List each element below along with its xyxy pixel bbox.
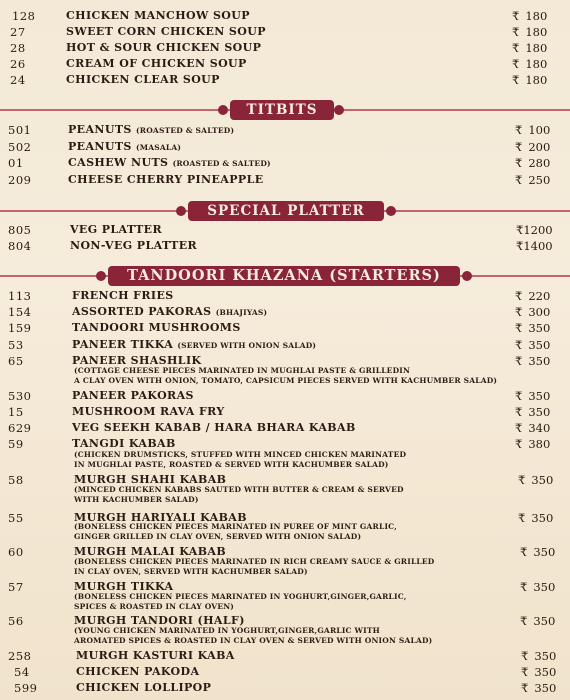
item-description: (COTTAGE CHEESE PIECES MARINATED IN MUGHLAI PASTE & GRILLEDIN A CLAY OVEN WITH ONION, TOMATO, CAPSICUM PIECES SERVED WITH KACHUMBER SALAD) <box>74 366 498 385</box>
item-code: 26 <box>10 57 26 71</box>
item-name: PEANUTS (MASALA) <box>68 140 182 153</box>
item-code: 56 <box>8 614 24 628</box>
item-code: 258 <box>8 649 32 663</box>
item-price: ₹ 180 <box>512 9 548 23</box>
item-name: ASSORTED PAKORAS (BHAJIYAS) <box>72 305 268 318</box>
item-price: ₹ 350 <box>521 665 557 679</box>
item-description: (BONELESS CHICKEN PIECES MARINATED IN RICH CREAMY SAUCE & GRILLED IN CLAY OVEN, SERVED WITH KACHUMBER SALAD) <box>74 557 435 576</box>
item-description: (BONELESS CHICKEN PIECES MARINATED IN PUREE OF MINT GARLIC, GINGER GRILLED IN CLAY OVEN, SERVED WITH ONION SALAD) <box>74 522 397 541</box>
menu-item <box>0 665 570 682</box>
menu-item <box>0 73 570 90</box>
item-price: ₹ 350 <box>521 649 557 663</box>
item-name: TANDOORI MUSHROOMS <box>72 321 241 334</box>
menu-item <box>0 321 570 338</box>
item-price: ₹ 180 <box>512 57 548 71</box>
banner-ornament <box>386 206 396 216</box>
menu-item <box>0 239 570 256</box>
item-name: CHICKEN CLEAR SOUP <box>66 73 220 86</box>
item-price: ₹ 180 <box>512 73 548 87</box>
section-title-titbits: TITBITS <box>230 100 334 120</box>
item-code: 60 <box>8 545 24 559</box>
item-description: (CHICKEN DRUMSTICKS, STUFFED WITH MINCED CHICKEN MARINATED IN MUGHLAI PASTE, ROASTED & SERVED WITH KACHUMBER SALAD) <box>74 450 407 469</box>
item-price: ₹ 280 <box>515 156 551 170</box>
item-name: SWEET CORN CHICKEN SOUP <box>66 25 266 38</box>
item-name: VEG SEEKH KABAB / HARA BHARA KABAB <box>72 421 356 434</box>
item-name: HOT & SOUR CHICKEN SOUP <box>66 41 262 54</box>
item-code: 209 <box>8 173 32 187</box>
item-code: 54 <box>14 665 30 679</box>
item-name: FRENCH FRIES <box>72 289 174 302</box>
item-description: (MINCED CHICKEN KABABS SAUTED WITH BUTTER & CREAM & SERVED WITH KACHUMBER SALAD) <box>74 485 404 504</box>
menu-item <box>0 41 570 58</box>
item-price: ₹ 350 <box>515 321 551 335</box>
item-price: ₹ 350 <box>515 389 551 403</box>
banner-ornament <box>462 271 472 281</box>
item-name: CHICKEN MANCHOW SOUP <box>66 9 250 22</box>
menu-item <box>0 140 570 157</box>
item-price: ₹1400 <box>516 239 553 253</box>
item-price: ₹ 340 <box>515 421 551 435</box>
menu-item <box>0 25 570 42</box>
item-price: ₹1200 <box>516 223 553 237</box>
item-code: 629 <box>8 421 32 435</box>
item-code: 15 <box>8 405 24 419</box>
item-name: PANEER SHASHLIK <box>72 354 202 367</box>
item-code: 804 <box>8 239 32 253</box>
item-code: 159 <box>8 321 32 335</box>
item-name: NON-VEG PLATTER <box>70 239 198 252</box>
item-name: MURGH TIKKA <box>74 580 174 593</box>
item-description: (YOUNG CHICKEN MARINATED IN YOGHURT,GINGER,GARLIC WITH AROMATED SPICES & ROASTED IN CLAY OVEN & SERVED WITH ONION SALAD) <box>74 626 433 645</box>
item-name: MURGH TANDORI (HALF) <box>74 614 245 627</box>
item-price: ₹ 350 <box>515 338 551 352</box>
item-price: ₹ 300 <box>515 305 551 319</box>
item-price: ₹ 180 <box>512 25 548 39</box>
item-name: MUSHROOM RAVA FRY <box>72 405 225 418</box>
menu-item <box>0 289 570 306</box>
section-title-tandoori-khazana: TANDOORI KHAZANA (STARTERS) <box>108 266 460 286</box>
item-code: 01 <box>8 156 24 170</box>
menu-item <box>0 9 570 26</box>
menu-item <box>0 405 570 422</box>
menu-item <box>0 649 570 666</box>
menu-item <box>0 681 570 698</box>
item-description: (BONELESS CHICKEN PIECES MARINATED IN YOGHURT,GINGER,GARLIC, SPICES & ROASTED IN CLAY OVEN) <box>74 592 407 611</box>
item-code: 27 <box>10 25 26 39</box>
item-code: 113 <box>8 289 32 303</box>
item-price: ₹ 100 <box>515 123 551 137</box>
item-price: ₹ 380 <box>515 437 551 451</box>
item-code: 530 <box>8 389 32 403</box>
item-name: MURGH KASTURI KABA <box>76 649 235 662</box>
item-code: 501 <box>8 123 32 137</box>
item-code: 65 <box>8 354 24 368</box>
item-price: ₹ 350 <box>515 405 551 419</box>
item-code: 28 <box>10 41 26 55</box>
item-price: ₹ 180 <box>512 41 548 55</box>
item-price: ₹ 350 <box>520 580 556 594</box>
banner-ornament <box>176 206 186 216</box>
menu-item <box>0 223 570 240</box>
section-title-special-platter: SPECIAL PLATTER <box>188 201 384 221</box>
item-price: ₹ 200 <box>515 140 551 154</box>
menu-item <box>0 173 570 190</box>
item-price: ₹ 350 <box>515 354 551 368</box>
menu-item <box>0 305 570 322</box>
item-code: 502 <box>8 140 32 154</box>
item-name: PANEER TIKKA (SERVED WITH ONION SALAD) <box>72 338 317 351</box>
item-code: 53 <box>8 338 24 352</box>
menu-item <box>0 389 570 406</box>
menu-item <box>0 57 570 74</box>
item-name: MURGH SHAHI KABAB <box>74 473 227 486</box>
menu-item <box>0 421 570 438</box>
item-code: 599 <box>14 681 38 695</box>
item-name: CHICKEN LOLLIPOP <box>76 681 212 694</box>
item-price: ₹ 350 <box>518 473 554 487</box>
item-name: MURGH MALAI KABAB <box>74 545 227 558</box>
item-code: 59 <box>8 437 24 451</box>
menu-item <box>0 338 570 355</box>
item-code: 805 <box>8 223 32 237</box>
item-code: 24 <box>10 73 26 87</box>
item-code: 57 <box>8 580 24 594</box>
banner-ornament <box>218 105 228 115</box>
item-name: CASHEW NUTS (ROASTED & SALTED) <box>68 156 271 169</box>
banner-ornament <box>334 105 344 115</box>
item-price: ₹ 350 <box>518 511 554 525</box>
item-code: 55 <box>8 511 24 525</box>
item-name: MURGH HARIYALI KABAB <box>74 511 247 524</box>
item-name: CREAM OF CHICKEN SOUP <box>66 57 247 70</box>
item-price: ₹ 350 <box>520 614 556 628</box>
item-price: ₹ 350 <box>521 681 557 695</box>
item-name: PEANUTS (ROASTED & SALTED) <box>68 123 235 136</box>
item-name: VEG PLATTER <box>70 223 162 236</box>
item-code: 154 <box>8 305 32 319</box>
item-name: TANGDI KABAB <box>72 437 176 450</box>
item-price: ₹ 220 <box>515 289 551 303</box>
menu-item <box>0 156 570 173</box>
item-code: 58 <box>8 473 24 487</box>
item-code: 128 <box>12 9 36 23</box>
item-price: ₹ 350 <box>520 545 556 559</box>
item-name: CHEESE CHERRY PINEAPPLE <box>68 173 264 186</box>
item-price: ₹ 250 <box>515 173 551 187</box>
item-name: CHICKEN PAKODA <box>76 665 200 678</box>
item-name: PANEER PAKORAS <box>72 389 194 402</box>
menu-item <box>0 123 570 140</box>
banner-ornament <box>96 271 106 281</box>
